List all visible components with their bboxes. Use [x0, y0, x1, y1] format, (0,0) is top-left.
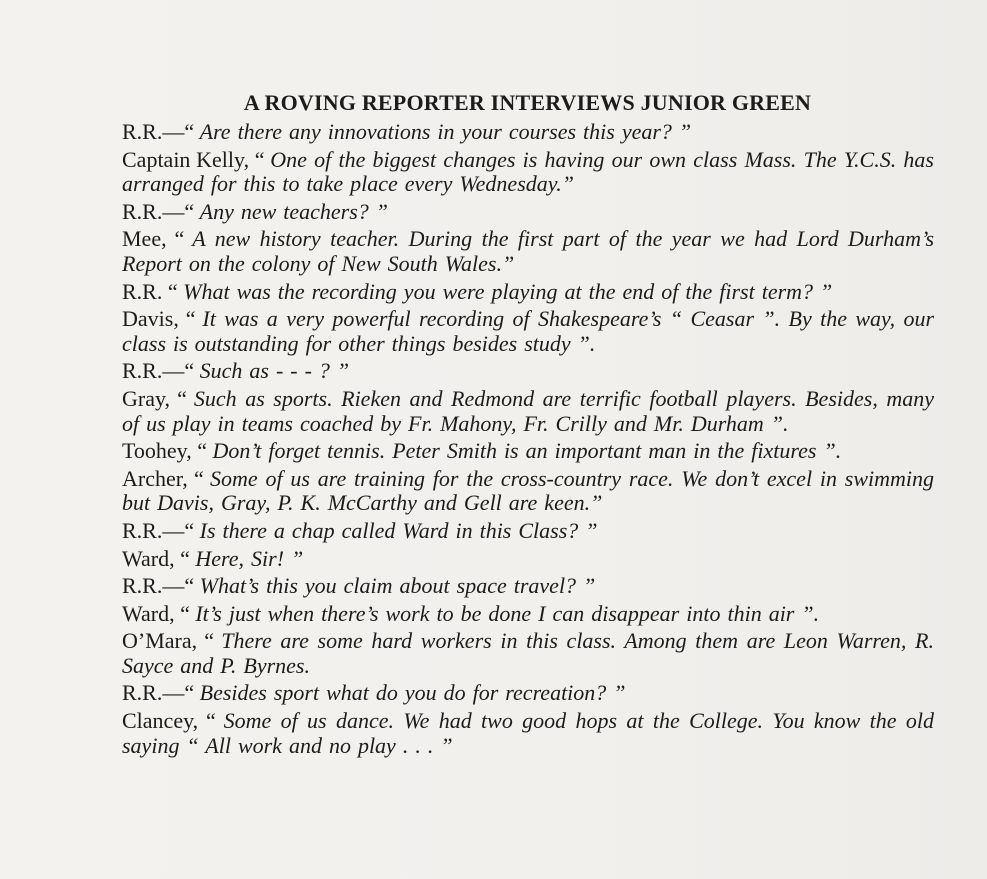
interview-entry	[122, 200, 934, 225]
speaker: R.R.—“	[122, 358, 195, 384]
speaker: Toohey, “	[122, 438, 208, 464]
speaker: Mee, “	[122, 226, 185, 252]
quote: Are there any innovations in your courses this year? ”	[199, 119, 692, 144]
quote: One of the biggest changes is having our own class Mass. The Y.C.S. has arranged for this to take place every Wednesday.”	[122, 146, 934, 197]
interview-entry	[122, 439, 934, 464]
quote: Such as - - - ? ”	[199, 358, 350, 384]
quote: A new history teacher. During the first part of the year we had Lord Durham’s Report on the colony of New South Wales.”	[122, 226, 935, 276]
quote: Is there a chap called Ward in this Class? ”	[199, 517, 598, 543]
interview-entry	[122, 629, 934, 678]
speaker: Captain Kelly, “	[122, 146, 265, 172]
article-title: A ROVING REPORTER INTERVIEWS JUNIOR GREEN	[243, 90, 812, 115]
interview-entry	[122, 307, 934, 356]
speaker: Ward, “	[122, 545, 190, 571]
speaker: Davis, “	[122, 306, 196, 332]
speaker: R.R. “	[122, 278, 178, 304]
speaker: Clancey, “	[122, 708, 216, 734]
interview-entry	[122, 359, 934, 384]
speaker: R.R.—“	[122, 573, 195, 599]
speaker: Archer, “	[122, 465, 204, 491]
quote: What was the recording you were playing at the end of the first term? ”	[183, 278, 833, 304]
interview-entry	[122, 227, 934, 276]
interview-entry	[122, 681, 934, 706]
interview-entry	[122, 709, 934, 758]
interview-entry	[122, 574, 934, 599]
quote: Some of us are training for the cross-country race. We don’t excel in swimming but Davis, Gray, P. K. McCarthy and Gell are keen.”	[122, 465, 934, 516]
quote: Don’t forget tennis. Peter Smith is an important man in the fixtures ”.	[212, 438, 842, 464]
interview-entry	[122, 547, 934, 572]
quote: Here, Sir! ”	[195, 545, 304, 571]
interview-text	[122, 120, 934, 761]
interview-entry	[122, 120, 934, 145]
speaker: R.R.—“	[122, 198, 195, 224]
speaker: O’Mara, “	[122, 628, 215, 654]
interview-entry	[122, 280, 934, 305]
quote: Besides sport what do you do for recreation? ”	[199, 680, 626, 706]
interview-entry	[122, 467, 934, 516]
speaker: R.R.—“	[122, 517, 195, 543]
quote: It was a very powerful recording of Shakespeare’s “ Ceasar ”. By the way, our class is outstanding for other things besides study ”.	[122, 306, 935, 356]
interview-entry	[122, 387, 934, 436]
speaker: R.R.—“	[122, 680, 195, 706]
quote: Some of us dance. We had two good hops at the College. You know the old saying “ All work and no play . . . ”	[122, 708, 935, 758]
quote: Such as sports. Rieken and Redmond are terrific football players. Besides, many of us play in teams coached by Fr. Mahony, Fr. Crilly and Mr. Durham ”.	[122, 385, 935, 436]
quote: What’s this you claim about space travel? ”	[199, 573, 596, 599]
quote: It’s just when there’s work to be done I can disappear into thin air ”.	[195, 600, 820, 626]
quote: Any new teachers? ”	[199, 198, 389, 224]
interview-entry	[122, 602, 934, 627]
interview-entry	[122, 519, 934, 544]
quote: There are some hard workers in this class. Among them are Leon Warren, R. Sayce and P. Byrnes.	[122, 628, 934, 678]
speaker: Gray, “	[122, 385, 187, 411]
interview-entry	[122, 148, 934, 197]
speaker: Ward, “	[122, 600, 190, 626]
speaker: R.R.—“	[122, 119, 195, 144]
